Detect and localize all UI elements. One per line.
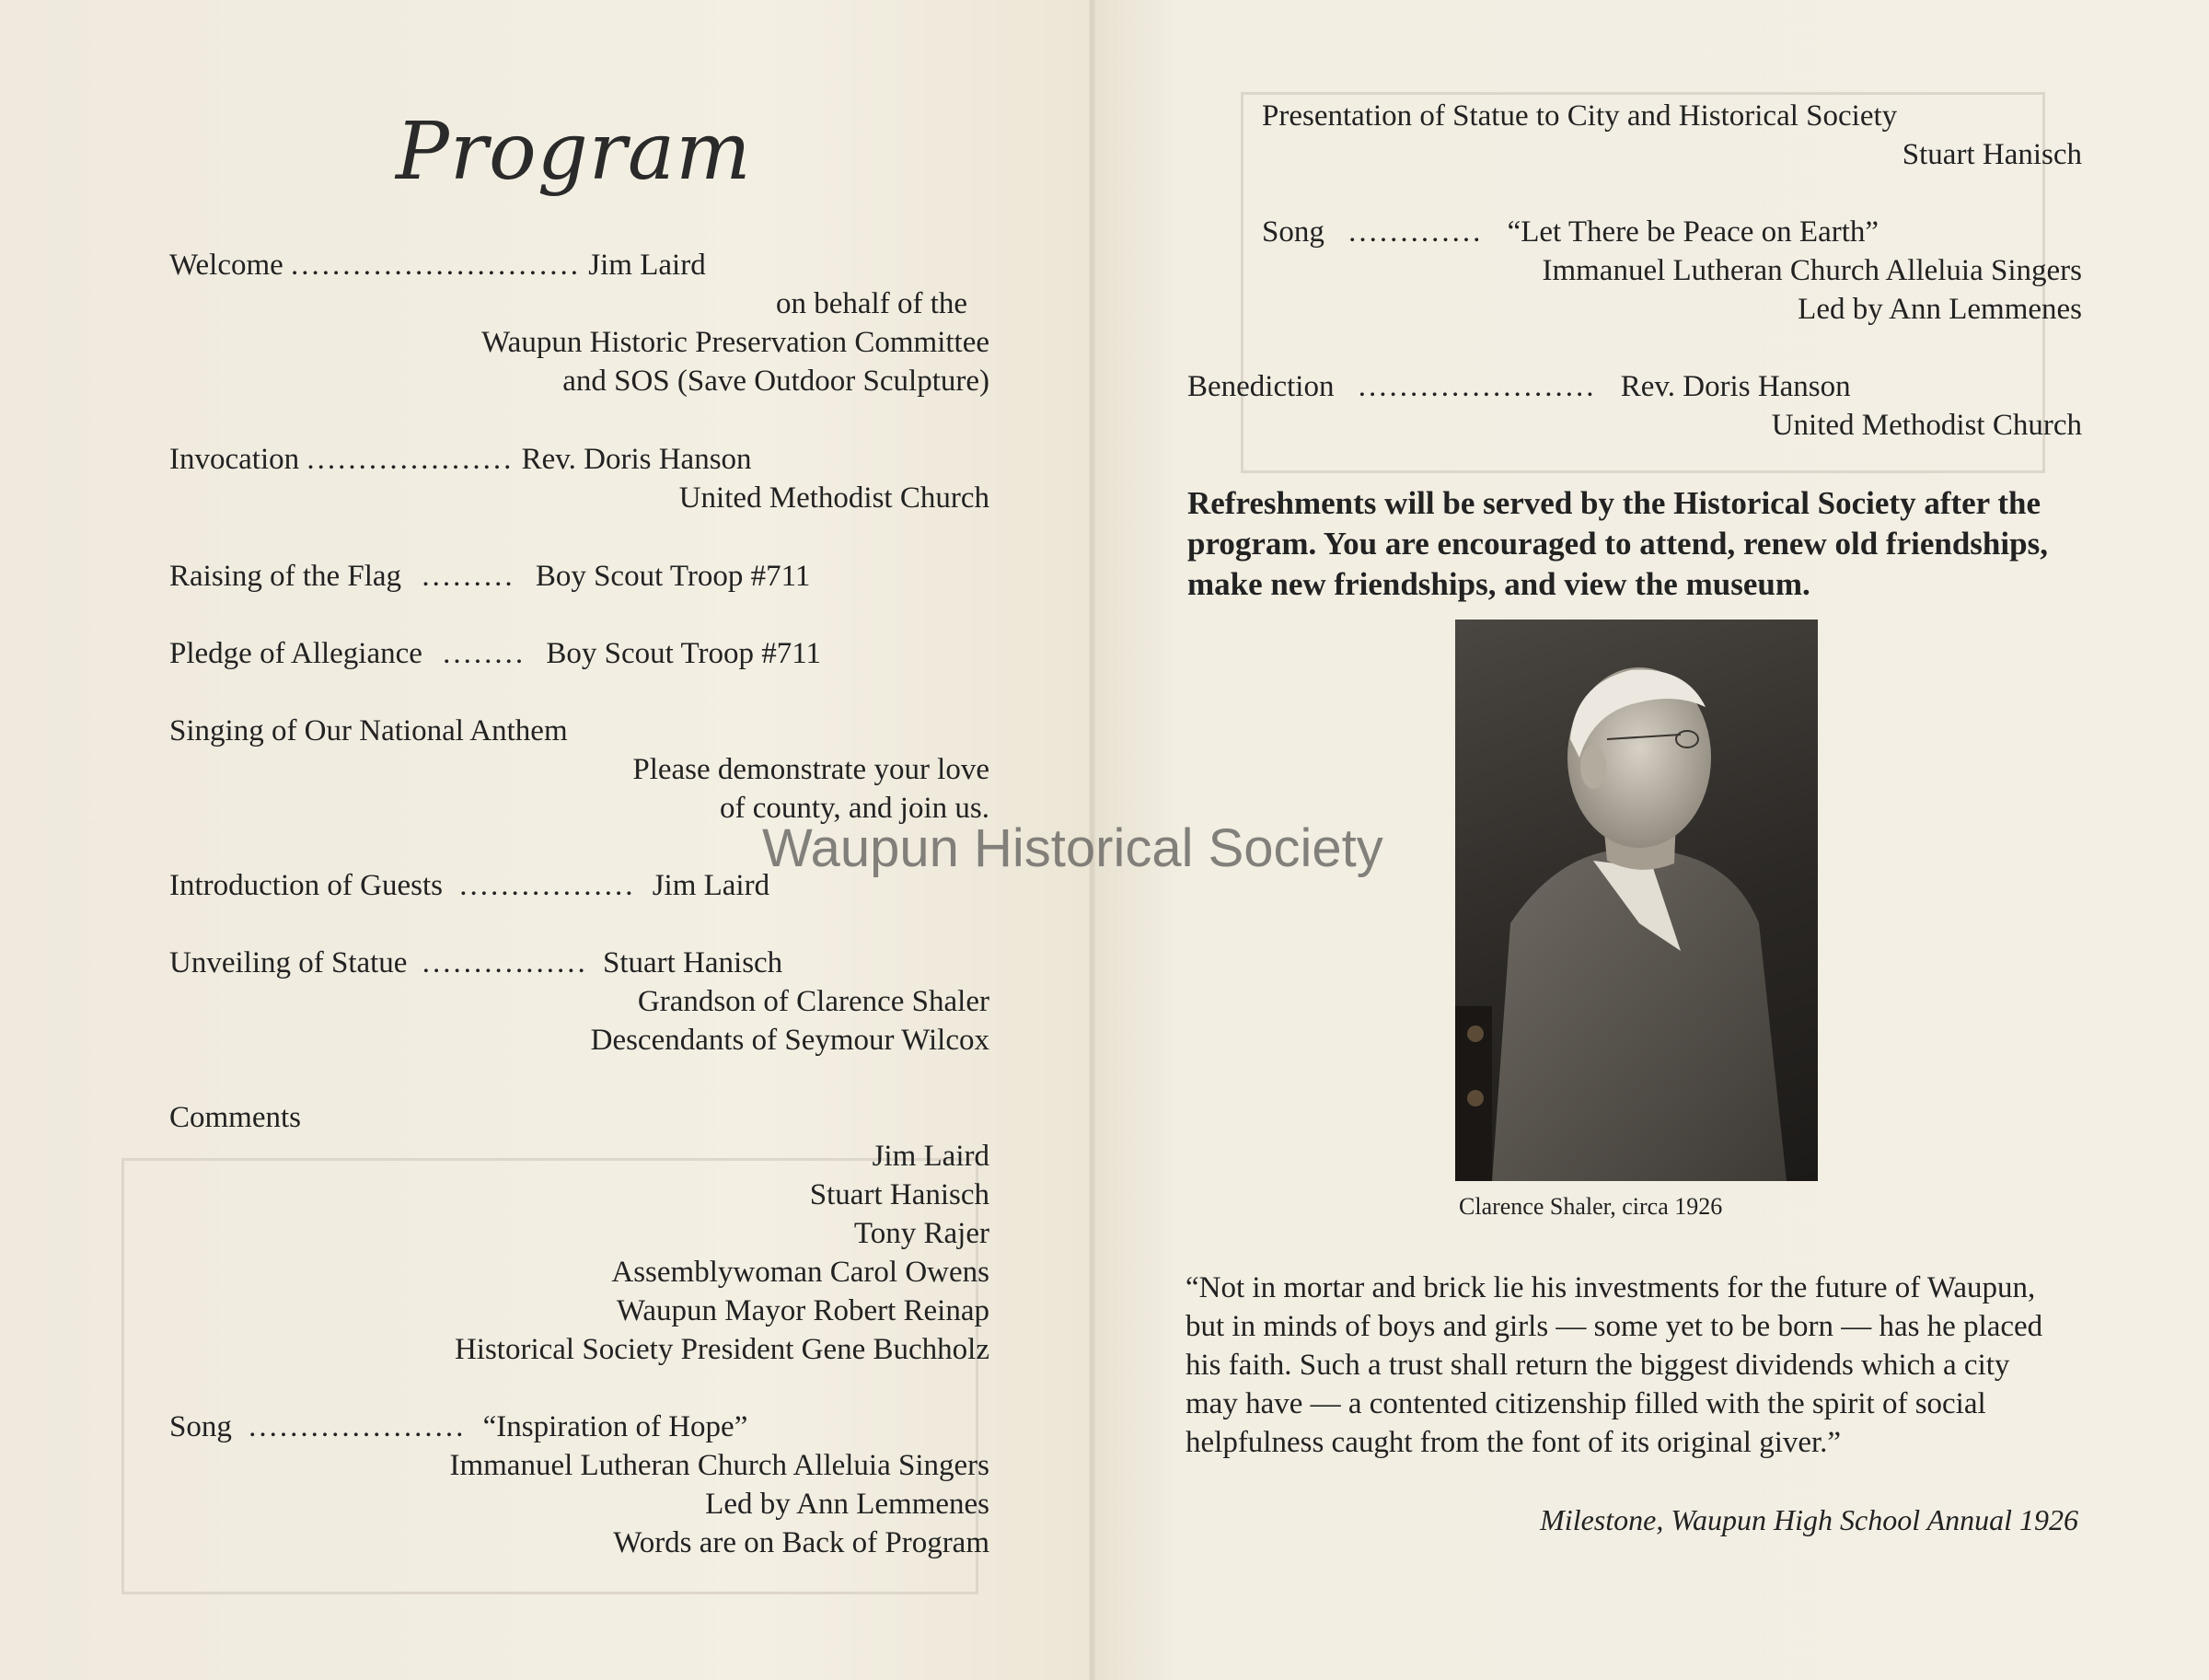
flag-leader: ......... xyxy=(422,560,515,593)
comments-label: Comments xyxy=(169,1101,302,1134)
comments-name: Assemblywoman Carol Owens xyxy=(611,1256,989,1289)
song1-line2: Immanuel Lutheran Church Alleluia Singers xyxy=(449,1449,989,1482)
invocation-row xyxy=(169,445,752,475)
comments-name: Waupun Mayor Robert Reinap xyxy=(616,1294,989,1327)
guests-name: Jim Laird xyxy=(652,869,770,902)
portrait-illustration xyxy=(1455,620,1818,1181)
photo-caption: Clarence Shaler, circa 1926 xyxy=(1459,1193,1723,1220)
welcome-line3: Waupun Historic Preservation Committee xyxy=(481,326,989,359)
presentation-name: Stuart Hanisch xyxy=(1902,138,2082,171)
portrait-photo xyxy=(1455,620,1818,1181)
pledge-label: Pledge of Allegiance xyxy=(169,637,422,670)
unveiling-name: Stuart Hanisch xyxy=(602,946,783,979)
quote-source: Milestone, Waupun High School Annual 1926 xyxy=(1540,1503,2078,1536)
song1-title: “Inspiration of Hope” xyxy=(482,1410,748,1443)
benediction-row xyxy=(1187,372,1851,402)
presentation-label: Presentation of Statue to City and Historical Society xyxy=(1262,99,1898,133)
benediction-leader: ....................... xyxy=(1358,370,1597,403)
welcome-line2: on behalf of the xyxy=(776,287,968,320)
song2-line3: Led by Ann Lemmenes xyxy=(1798,293,2082,326)
unveiling-line3: Descendants of Seymour Wilcox xyxy=(590,1024,989,1057)
anthem-line3: of county, and join us. xyxy=(720,792,989,825)
welcome-label: Welcome xyxy=(169,249,283,282)
song2-leader: ............. xyxy=(1348,215,1484,249)
unveiling-row xyxy=(169,948,782,979)
welcome-line4: and SOS (Save Outdoor Sculpture) xyxy=(562,365,989,398)
pledge-row xyxy=(169,639,821,669)
flag-label: Raising of the Flag xyxy=(169,560,402,593)
benediction-name: Rev. Doris Hanson xyxy=(1620,370,1851,403)
song1-leader: ..................... xyxy=(249,1410,467,1443)
song2-title: “Let There be Peace on Earth” xyxy=(1507,215,1879,249)
program-heading: Program xyxy=(396,106,752,198)
unveiling-line2: Grandson of Clarence Shaler xyxy=(637,985,989,1018)
comments-name: Stuart Hanisch xyxy=(809,1178,989,1211)
song1-row xyxy=(169,1412,747,1442)
welcome-name: Jim Laird xyxy=(588,249,706,282)
anthem-label: Singing of Our National Anthem xyxy=(169,714,568,747)
benediction-line2: United Methodist Church xyxy=(1771,409,2082,442)
song1-line4: Words are on Back of Program xyxy=(613,1526,989,1559)
refreshments-notice: Refreshments will be served by the Historical Society after the program. You are encouraged to attend, renew old friendships, make new friendships, and view the museum. xyxy=(1187,485,2048,602)
comments-name: Historical Society President Gene Buchholz xyxy=(454,1333,989,1366)
anthem-line2: Please demonstrate your love xyxy=(632,753,989,786)
benediction-label: Benediction xyxy=(1187,370,1335,403)
invocation-label: Invocation xyxy=(169,443,300,476)
pledge-leader: ........ xyxy=(443,637,526,670)
pledge-name: Boy Scout Troop #711 xyxy=(546,637,822,670)
song2-line2: Immanuel Lutheran Church Alleluia Singers xyxy=(1542,254,2082,287)
song1-label: Song xyxy=(169,1410,232,1443)
welcome-row xyxy=(169,250,706,281)
welcome-leader: ............................ xyxy=(291,249,582,282)
unveiling-leader: ................ xyxy=(422,946,588,979)
comments-name: Jim Laird xyxy=(872,1140,989,1173)
quote-text: “Not in mortar and brick lie his investments for the future of Waupun, but in minds of boys and girls — some yet to be born — has he placed his faith. Such a trust shall return the biggest dividends which a city may have — a contented citizenship filled with the spirit of social helpfulness caught from the font of its original giver.” xyxy=(1185,1271,2043,1459)
song2-label: Song xyxy=(1262,215,1324,249)
song2-row xyxy=(1262,217,1879,248)
watermark: Waupun Historical Society xyxy=(762,818,1383,878)
invocation-line2: United Methodist Church xyxy=(678,481,989,515)
guests-leader: ................. xyxy=(459,869,636,902)
invocation-leader: .................... xyxy=(306,443,515,476)
comments-name: Tony Rajer xyxy=(853,1217,989,1250)
unveiling-label: Unveiling of Statue xyxy=(169,946,408,979)
flag-name: Boy Scout Troop #711 xyxy=(535,560,811,593)
invocation-name: Rev. Doris Hanson xyxy=(521,443,752,476)
flag-row xyxy=(169,562,810,592)
guests-label: Introduction of Guests xyxy=(169,869,443,902)
guests-row xyxy=(169,871,769,901)
song1-line3: Led by Ann Lemmenes xyxy=(705,1488,989,1521)
